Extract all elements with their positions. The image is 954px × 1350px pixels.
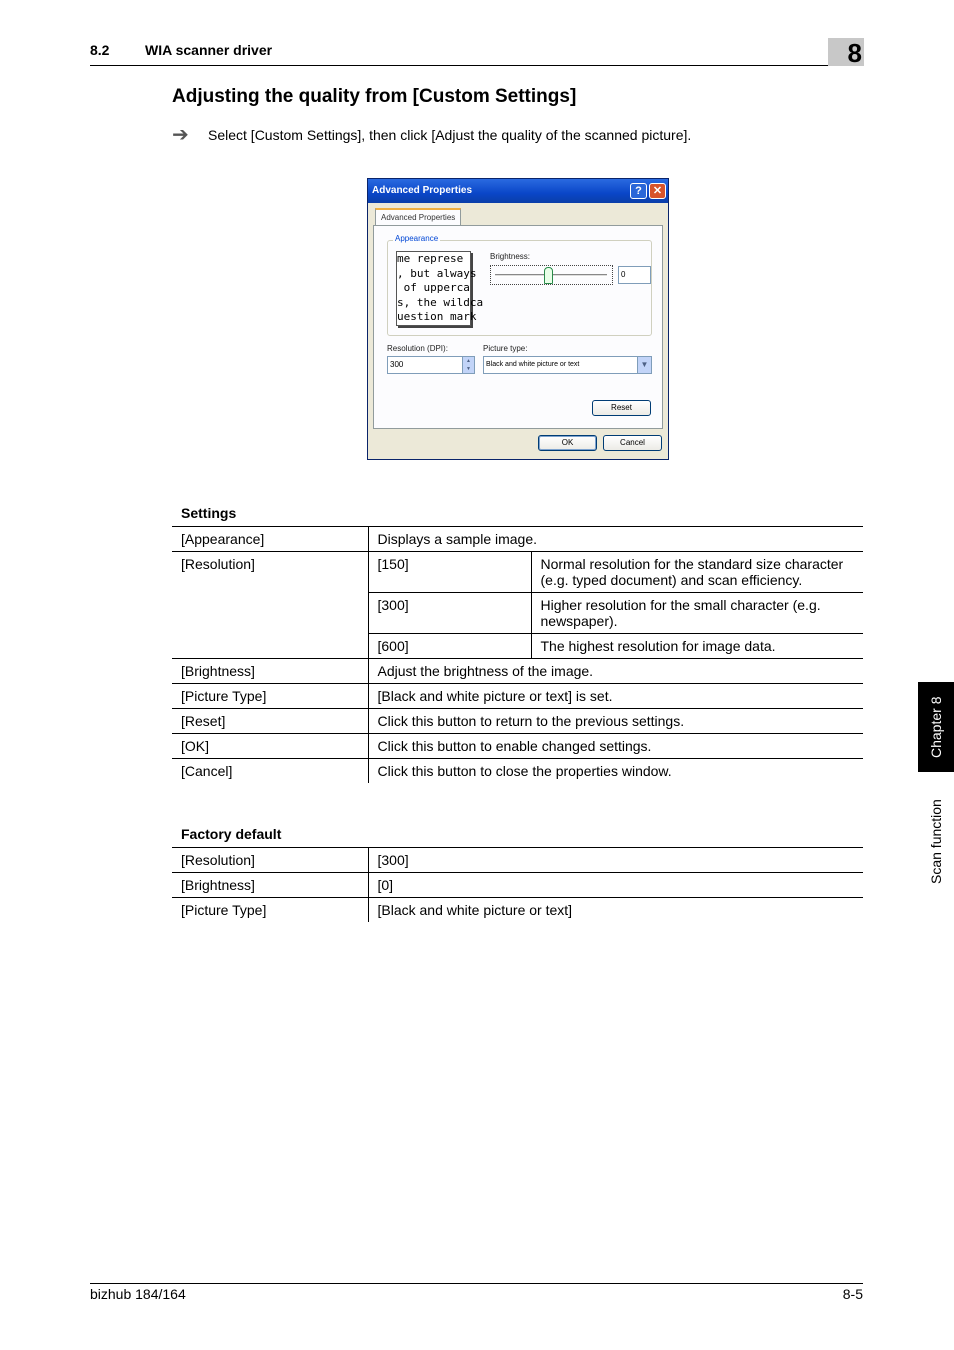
setting-name: [Cancel]	[172, 759, 368, 784]
default-name: [Brightness]	[172, 873, 368, 898]
default-name: [Resolution]	[172, 848, 368, 873]
dialog-titlebar	[368, 179, 668, 203]
advanced-properties-dialog	[367, 178, 669, 460]
header-divider	[90, 65, 863, 66]
page-title: Adjusting the quality from [Custom Settings]	[172, 86, 577, 107]
picture-type-value: Black and white picture or text	[486, 361, 580, 368]
table-row	[172, 709, 863, 734]
sample-preview-image: me represe , but always of upperca s, the wildca uestion mark	[396, 251, 471, 326]
setting-desc: Higher resolution for the small character (e.g. newspaper).	[531, 593, 863, 634]
appearance-group	[387, 234, 652, 336]
footer-divider	[90, 1283, 863, 1284]
dialog-title: Advanced Properties	[372, 185, 473, 196]
side-function-label: Scan function	[928, 799, 944, 885]
tab-advanced-properties[interactable]: Advanced Properties	[375, 208, 461, 226]
setting-name: [Resolution]	[172, 552, 368, 659]
setting-option: [300]	[368, 593, 531, 634]
resolution-value: 300	[390, 360, 404, 369]
table-row	[172, 552, 863, 593]
footer-page-number: 8-5	[842, 1286, 863, 1302]
reset-button[interactable]: Reset	[592, 400, 651, 416]
setting-desc: Click this button to enable changed settings.	[368, 734, 863, 759]
help-button[interactable]: ?	[630, 183, 647, 199]
tab-panel	[373, 225, 663, 429]
instruction-text: Select [Custom Settings], then click [Adjust the quality of the scanned picture].	[208, 127, 692, 143]
table-row	[172, 759, 863, 784]
side-chapter-label: Chapter 8	[928, 696, 944, 758]
factory-default-caption: Factory default	[181, 826, 282, 842]
table-row	[172, 527, 863, 552]
setting-name: [Picture Type]	[172, 684, 368, 709]
setting-option: [150]	[368, 552, 531, 593]
footer-product: bizhub 184/164	[90, 1286, 186, 1302]
resolution-stepper[interactable]	[387, 356, 475, 374]
picture-type-label: Picture type:	[483, 344, 528, 353]
setting-name: [Brightness]	[172, 659, 368, 684]
arrow-right-icon: ➔	[172, 124, 189, 146]
table-row	[172, 684, 863, 709]
setting-desc: Displays a sample image.	[368, 527, 863, 552]
setting-desc: Normal resolution for the standard size character (e.g. typed document) and scan efficiency.	[531, 552, 863, 593]
default-value: [0]	[368, 873, 863, 898]
brightness-slider[interactable]	[490, 265, 613, 285]
setting-name: [Appearance]	[172, 527, 368, 552]
table-row	[172, 734, 863, 759]
setting-name: [OK]	[172, 734, 368, 759]
setting-desc: Click this button to return to the previous settings.	[368, 709, 863, 734]
chapter-number-badge: 8	[828, 38, 864, 66]
appearance-group-label: Appearance	[395, 234, 439, 243]
close-button[interactable]: ✕	[649, 183, 666, 199]
ok-button[interactable]: OK	[538, 435, 597, 451]
table-row	[172, 898, 863, 923]
factory-default-table	[172, 847, 863, 922]
settings-table	[172, 526, 863, 783]
section-title: WIA scanner driver	[145, 42, 273, 58]
resolution-label: Resolution (DPI):	[387, 344, 448, 353]
setting-desc: Adjust the brightness of the image.	[368, 659, 863, 684]
settings-caption: Settings	[181, 505, 237, 521]
brightness-label: Brightness:	[490, 252, 531, 261]
cancel-button[interactable]: Cancel	[603, 435, 662, 451]
default-value: [300]	[368, 848, 863, 873]
setting-desc: Click this button to close the properties window.	[368, 759, 863, 784]
picture-type-select[interactable]	[483, 356, 652, 374]
slider-thumb[interactable]	[544, 267, 553, 284]
setting-desc: [Black and white picture or text] is set.	[368, 684, 863, 709]
setting-desc: The highest resolution for image data.	[531, 634, 863, 659]
section-number: 8.2	[90, 42, 110, 58]
default-value: [Black and white picture or text]	[368, 898, 863, 923]
table-row	[172, 848, 863, 873]
chevron-down-icon[interactable]: ▼	[637, 357, 651, 373]
spin-arrows-icon[interactable]: ▲ ▼	[462, 357, 474, 373]
table-row	[172, 873, 863, 898]
table-row	[172, 659, 863, 684]
setting-option: [600]	[368, 634, 531, 659]
default-name: [Picture Type]	[172, 898, 368, 923]
brightness-input[interactable]: 0	[618, 266, 651, 284]
setting-name: [Reset]	[172, 709, 368, 734]
